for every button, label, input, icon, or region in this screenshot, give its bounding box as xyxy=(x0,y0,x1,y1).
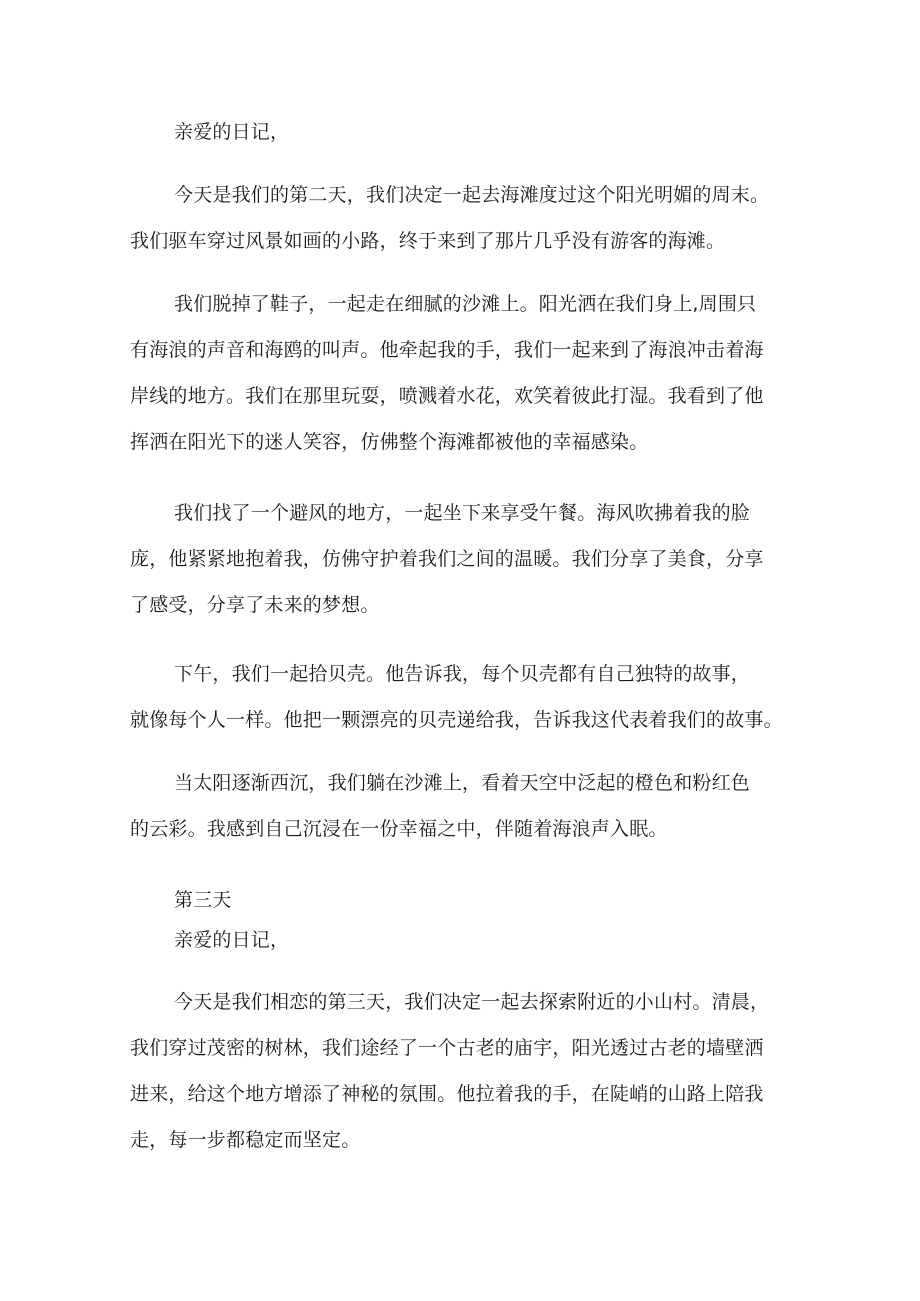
day2-p1-line1: 今天是我们的第二天，我们决定一起去海滩度过这个阳光明媚的周末。 xyxy=(174,184,770,206)
day3-p1-line4: 走，每一步都稳定而坚定。 xyxy=(130,1129,361,1151)
day2-p5-line1: 当太阳逐渐西沉，我们躺在沙滩上，看着天空中泛起的橙色和粉红色 xyxy=(174,772,751,794)
day2-p2-line2: 有海浪的声音和海鸥的叫声。他牵起我的手，我们一起来到了海浪冲击着海 xyxy=(130,339,764,361)
day2-p2-line3: 岸线的地方。我们在那里玩耍，喷溅着水花，欢笑着彼此打湿。我看到了他 xyxy=(130,385,764,407)
day2-p2-line4: 挥洒在阳光下的迷人笑容，仿佛整个海滩都被他的幸福感染。 xyxy=(130,431,649,453)
day2-p3-line3: 了感受，分享了未来的梦想。 xyxy=(130,594,380,616)
day2-salutation: 亲爱的日记， xyxy=(174,121,290,143)
day2-p2-line1: 我们脱掉了鞋子，一起走在细腻的沙滩上。阳光洒在我们身上,周围只 xyxy=(174,293,757,315)
day2-p3-line1: 我们找了一个避风的地方，一起坐下来享受午餐。海风吹拂着我的脸 xyxy=(174,502,751,524)
day3-p1-line1: 今天是我们相恋的第三天，我们决定一起去探索附近的小山村。清晨， xyxy=(174,991,770,1013)
day2-p5-line2: 的云彩。我感到自己沉浸在一份幸福之中，伴随着海浪声入眠。 xyxy=(130,818,668,840)
day3-salutation: 亲爱的日记， xyxy=(174,929,290,951)
day2-p4-line2: 就像每个人一样。他把一颗漂亮的贝壳递给我，告诉我这代表着我们的故事。 xyxy=(130,709,783,731)
day3-heading: 第三天 xyxy=(174,889,232,911)
day3-p1-line2: 我们穿过茂密的树林，我们途经了一个古老的庙宇，阳光透过古老的墙壁洒 xyxy=(130,1037,764,1059)
day2-p4-line1: 下午，我们一起拾贝壳。他告诉我，每个贝壳都有自己独特的故事， xyxy=(174,663,751,685)
day3-p1-line3: 进来，给这个地方增添了神秘的氛围。他拉着我的手，在陡峭的山路上陪我 xyxy=(130,1083,764,1105)
day2-p3-line2: 庞，他紧紧地抱着我，仿佛守护着我们之间的温暖。我们分享了美食，分享 xyxy=(130,548,764,570)
day2-p1-line2: 我们驱车穿过风景如画的小路，终于来到了那片几乎没有游客的海滩。 xyxy=(130,230,726,252)
